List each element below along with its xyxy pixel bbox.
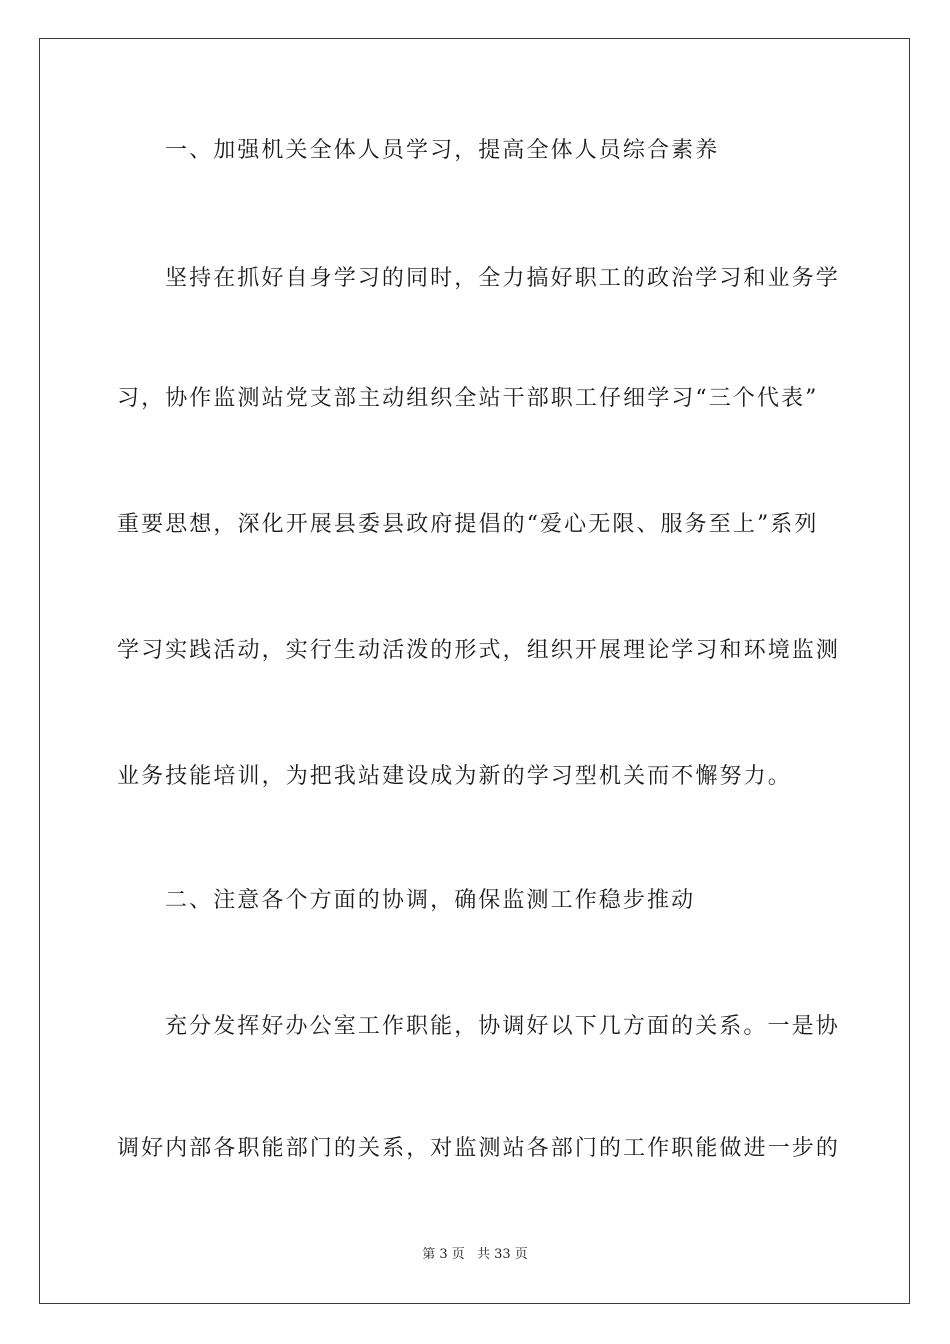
page-footer <box>0 1246 950 1264</box>
paragraph-line: 调好内部各职能部门的关系，对监测站各部门的工作职能做进一步的 <box>117 1136 841 1161</box>
page-total: 共 33 页 <box>476 1247 528 1262</box>
paragraph-line: 习，协作监测站党支部主动组织全站干部职工仔细学习“三个代表” <box>117 386 819 411</box>
paragraph-line: 重要思想，深化开展县委县政府提倡的“爱心无限、服务至上”系列 <box>117 512 819 537</box>
paragraph-line: 坚持在抓好自身学习的同时，全力搞好职工的政治学习和业务学 <box>165 266 840 291</box>
paragraph-line: 充分发挥好办公室工作职能，协调好以下几方面的关系。一是协 <box>165 1014 840 1039</box>
page-border <box>39 38 910 1304</box>
page-number: 第 3 页 <box>422 1247 465 1262</box>
section-heading-2: 二、注意各个方面的协调，确保监测工作稳步推动 <box>165 888 696 913</box>
paragraph-line: 业务技能培训，为把我站建设成为新的学习型机关而不懈努力。 <box>117 764 792 789</box>
section-heading-1: 一、加强机关全体人员学习，提高全体人员综合素养 <box>165 138 720 163</box>
paragraph-line: 学习实践活动，实行生动活泼的形式，组织开展理论学习和环境监测 <box>117 638 841 663</box>
